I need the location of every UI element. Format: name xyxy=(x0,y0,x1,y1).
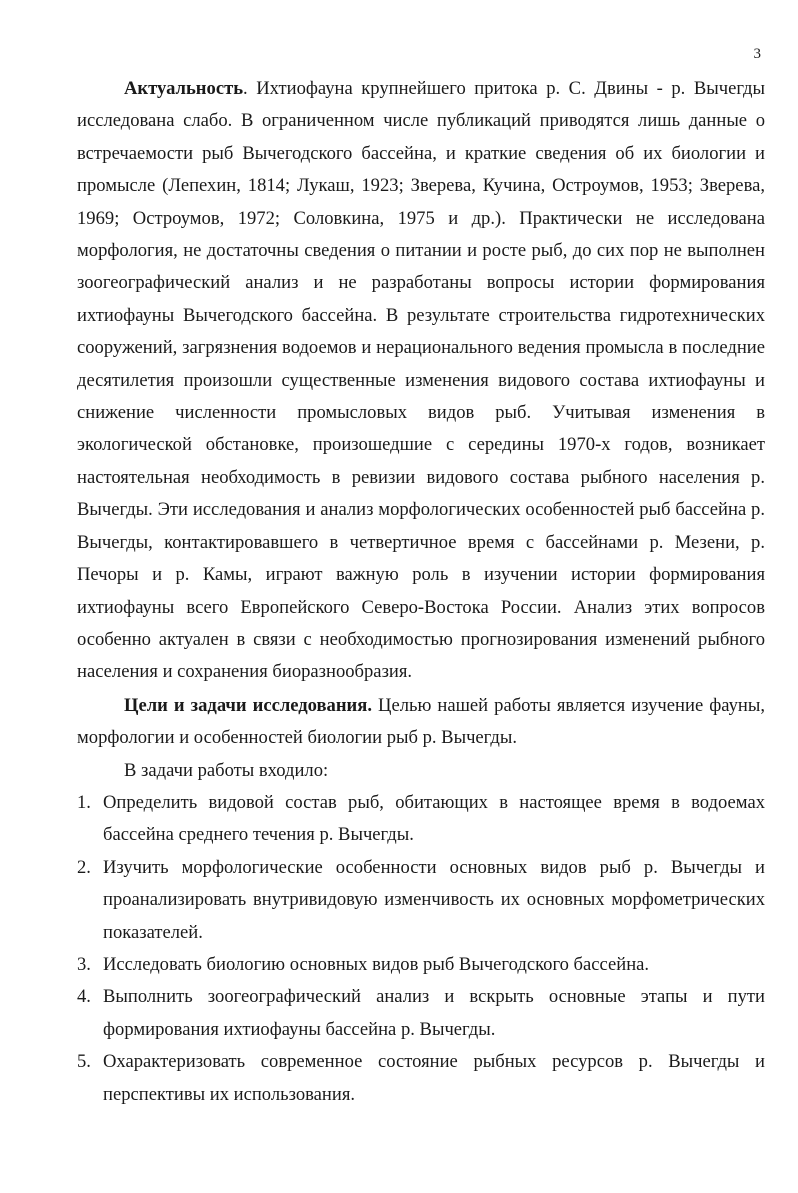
task-text: Изучить морфологические особенности основных видов рыб р. Вычегды и проанализировать внутривидовую изменчивость их основных морфометрических показателей. xyxy=(103,856,765,943)
relevance-text: . Ихтиофауна крупнейшего притока р. С. Двины - р. Вычегды исследована слабо. В ограниченном числе публикаций приводятся лишь данные о встречаемости рыб Вычегодского бассейна, и краткие сведения об их биологии и промысле (Лепехин, 1814; Лукаш, 1923; Зверева, Кучина, Остроумов, 1953; Зверева, 1969; Остроумов, 1972; Соловкина, 1975 и др.). Практически не исследована морфология, не достаточны сведения о питании и росте рыб, до сих пор не выполнен зоогеографический анализ и не разработаны вопросы истории формирования ихтиофауны Вычегодского бассейна. В результате строительства гидротехнических сооружений, загрязнения водоемов и нерационального ведения промысла в последние десятилетия произошли существенные изменения видового состава ихтиофауны и снижение численности промысловых видов рыб. Учитывая изменения в экологической обстановке, произошедшие с середины 1970-х годов, возникает настоятельная необходимость в ревизии видового состава рыбного населения р. Вычегды. Эти исследования и анализ морфологических особенностей рыб бассейна р. Вычегды, контактировавшего в четвертичное время с бассейнами р. Мезени, р. Печоры и р. Камы, играют важную роль в изучении истории формирования ихтиофауны всего Европейского Северо-Востока России. Анализ этих вопросов особенно актуален в связи с необходимостью прогнозирования изменений рыбного населения и сохранения биоразнообразия. xyxy=(77,78,765,683)
task-text: Охарактеризовать современное состояние рыбных ресурсов р. Вычегды и перспективы их использования. xyxy=(103,1051,765,1105)
goals-paragraph xyxy=(77,690,765,755)
goals-text: Целью нашей работы является изучение фауны, морфологии и особенностей биологии рыб р. Вычегды. xyxy=(77,694,765,749)
goals-heading: Цели и задачи исследования. xyxy=(124,694,372,716)
task-text: Выполнить зоогеографический анализ и вскрыть основные этапы и пути формирования ихтиофауны бассейна р. Вычегды. xyxy=(103,986,765,1040)
document-body xyxy=(77,73,765,1111)
relevance-heading: Актуальность xyxy=(124,78,244,99)
tasks-intro: В задачи работы входило: xyxy=(124,759,329,781)
task-item xyxy=(77,981,765,1046)
task-text: Определить видовой состав рыб, обитающих в настоящее время в водоемах бассейна среднего течения р. Вычегды. xyxy=(103,791,765,846)
task-item xyxy=(77,1046,765,1111)
task-item xyxy=(77,949,765,981)
task-item xyxy=(77,787,765,852)
page-number: 3 xyxy=(753,46,761,62)
task-number: 2. xyxy=(77,856,91,878)
task-item xyxy=(77,852,765,949)
task-number: 3. xyxy=(77,953,91,975)
task-list xyxy=(77,787,765,1111)
task-number: 5. xyxy=(77,1051,91,1073)
relevance-paragraph xyxy=(77,73,765,689)
task-number: 1. xyxy=(77,791,91,813)
task-number: 4. xyxy=(77,986,91,1008)
task-text: Исследовать биологию основных видов рыб Вычегодского бассейна. xyxy=(103,953,650,975)
